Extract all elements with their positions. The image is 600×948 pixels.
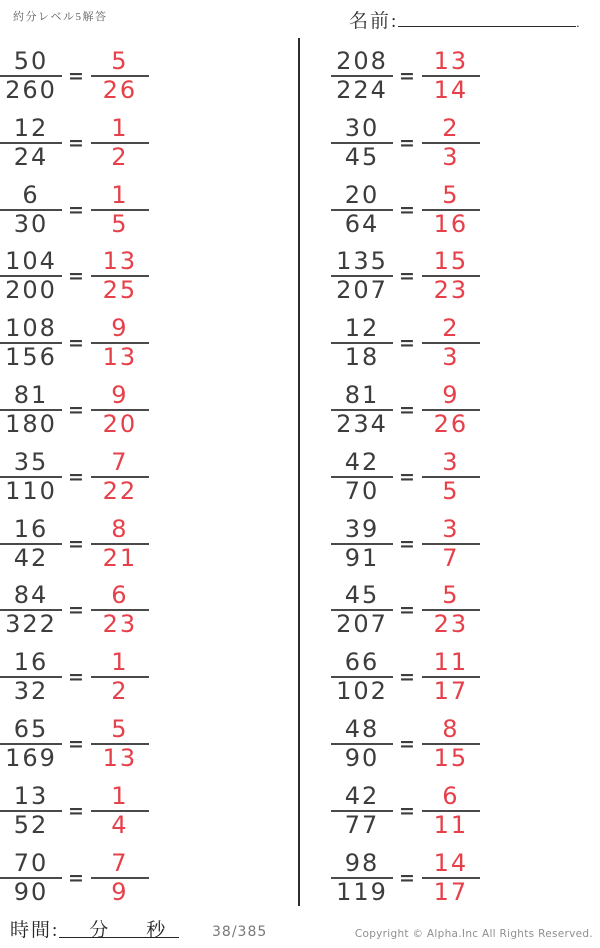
column-right xyxy=(331,48,480,906)
problem-row xyxy=(331,248,480,304)
problem-numerator: 42 xyxy=(331,449,393,478)
answer-denominator: 5 xyxy=(442,476,460,505)
problem-numerator: 81 xyxy=(0,382,62,411)
problem-fraction xyxy=(0,315,62,371)
answer-denominator: 17 xyxy=(433,877,469,906)
problem-denominator: 110 xyxy=(5,476,57,505)
answer-denominator: 21 xyxy=(102,543,138,572)
problem-numerator: 81 xyxy=(331,382,393,411)
problem-row xyxy=(0,582,149,638)
answer-denominator: 2 xyxy=(111,142,129,171)
equals-sign: = xyxy=(399,198,415,221)
problem-row xyxy=(331,382,480,438)
problem-denominator: 64 xyxy=(344,209,380,238)
equals-sign: = xyxy=(399,465,415,488)
page-count: 38/385 xyxy=(212,924,268,940)
answer-fraction xyxy=(422,248,480,304)
answer-numerator: 8 xyxy=(422,716,480,745)
problem-denominator: 90 xyxy=(13,877,49,906)
equals-sign: = xyxy=(399,398,415,421)
answer-fraction xyxy=(422,449,480,505)
equals-sign: = xyxy=(68,465,84,488)
problem-numerator: 42 xyxy=(331,783,393,812)
problem-fraction xyxy=(0,382,62,438)
problem-row xyxy=(331,48,480,104)
problem-denominator: 102 xyxy=(336,677,388,706)
equals-sign: = xyxy=(399,532,415,555)
answer-fraction xyxy=(91,783,149,839)
problem-fraction xyxy=(331,649,393,705)
answer-numerator: 7 xyxy=(91,449,149,478)
equals-sign: = xyxy=(399,799,415,822)
problem-fraction xyxy=(331,449,393,505)
answer-numerator: 1 xyxy=(91,182,149,211)
problem-row xyxy=(331,315,480,371)
answer-denominator: 11 xyxy=(433,810,469,839)
name-label: 名前: xyxy=(349,11,399,32)
answer-denominator: 5 xyxy=(111,209,129,238)
problem-fraction xyxy=(331,516,393,572)
problem-numerator: 70 xyxy=(0,850,62,879)
answer-numerator: 6 xyxy=(91,582,149,611)
problem-row xyxy=(0,182,149,238)
equals-sign: = xyxy=(68,799,84,822)
problem-numerator: 13 xyxy=(0,783,62,812)
problem-denominator: 70 xyxy=(344,476,380,505)
problem-numerator: 108 xyxy=(0,315,62,344)
problem-fraction xyxy=(0,182,62,238)
answer-denominator: 13 xyxy=(102,743,138,772)
problem-numerator: 6 xyxy=(0,182,62,211)
problem-fraction xyxy=(331,248,393,304)
answer-numerator: 5 xyxy=(422,182,480,211)
problem-fraction xyxy=(331,783,393,839)
problem-denominator: 169 xyxy=(5,743,57,772)
answer-denominator: 3 xyxy=(442,142,460,171)
problem-numerator: 45 xyxy=(331,582,393,611)
problem-numerator: 65 xyxy=(0,716,62,745)
answer-numerator: 2 xyxy=(422,115,480,144)
answer-fraction xyxy=(91,315,149,371)
equals-sign: = xyxy=(68,131,84,154)
name-field xyxy=(349,6,582,33)
problem-numerator: 208 xyxy=(331,48,393,77)
problem-numerator: 66 xyxy=(331,649,393,678)
problem-fraction xyxy=(0,582,62,638)
problem-numerator: 104 xyxy=(0,248,62,277)
problem-row xyxy=(0,315,149,371)
problem-row xyxy=(0,248,149,304)
problem-numerator: 16 xyxy=(0,649,62,678)
problem-row xyxy=(0,649,149,705)
answer-fraction xyxy=(422,649,480,705)
equals-sign: = xyxy=(68,532,84,555)
problem-row xyxy=(0,382,149,438)
answer-numerator: 2 xyxy=(422,315,480,344)
problem-row xyxy=(331,850,480,906)
answer-denominator: 23 xyxy=(102,610,138,639)
answer-numerator: 3 xyxy=(422,449,480,478)
answer-fraction xyxy=(422,382,480,438)
problem-numerator: 12 xyxy=(331,315,393,344)
answer-fraction xyxy=(91,382,149,438)
problem-fraction xyxy=(0,783,62,839)
problem-denominator: 234 xyxy=(336,409,388,438)
answer-fraction xyxy=(422,582,480,638)
time-label: 時間: xyxy=(10,920,60,941)
answer-numerator: 7 xyxy=(91,850,149,879)
problem-fraction xyxy=(331,315,393,371)
problem-row xyxy=(0,850,149,906)
equals-sign: = xyxy=(68,866,84,889)
answer-numerator: 3 xyxy=(422,516,480,545)
problem-numerator: 135 xyxy=(331,248,393,277)
problem-fraction xyxy=(0,716,62,772)
problem-denominator: 260 xyxy=(5,76,57,104)
answer-fraction xyxy=(422,850,480,906)
answer-denominator: 9 xyxy=(111,877,129,906)
problem-numerator: 35 xyxy=(0,449,62,478)
answer-fraction xyxy=(91,850,149,906)
answer-denominator: 23 xyxy=(433,610,469,639)
equals-sign: = xyxy=(399,599,415,622)
problem-row xyxy=(0,716,149,772)
copyright-notice: Copyright © Alpha.Inc All Rights Reserved. xyxy=(354,928,593,940)
answer-numerator: 9 xyxy=(91,382,149,411)
answer-fraction xyxy=(91,248,149,304)
answer-denominator: 3 xyxy=(442,343,460,372)
problem-fraction xyxy=(0,48,62,104)
answer-fraction xyxy=(422,716,480,772)
problem-numerator: 48 xyxy=(331,716,393,745)
problem-denominator: 224 xyxy=(336,76,388,104)
problem-fraction xyxy=(331,115,393,171)
answer-fraction xyxy=(91,716,149,772)
equals-sign: = xyxy=(399,332,415,355)
problem-row xyxy=(0,516,149,572)
problem-denominator: 24 xyxy=(13,142,49,171)
problem-denominator: 42 xyxy=(13,543,49,572)
equals-sign: = xyxy=(399,732,415,755)
answer-numerator: 9 xyxy=(422,382,480,411)
equals-sign: = xyxy=(68,732,84,755)
problem-fraction xyxy=(331,48,393,104)
time-field xyxy=(10,915,179,942)
equals-sign: = xyxy=(399,265,415,288)
problem-denominator: 90 xyxy=(344,743,380,772)
answer-numerator: 8 xyxy=(91,516,149,545)
problem-fraction xyxy=(0,115,62,171)
answer-fraction xyxy=(91,115,149,171)
answer-denominator: 17 xyxy=(433,677,469,706)
equals-sign: = xyxy=(68,198,84,221)
answer-numerator: 6 xyxy=(422,783,480,812)
answer-fraction xyxy=(422,315,480,371)
equals-sign: = xyxy=(68,599,84,622)
equals-sign: = xyxy=(399,65,415,87)
problem-fraction xyxy=(331,382,393,438)
problem-row xyxy=(0,783,149,839)
problem-numerator: 39 xyxy=(331,516,393,545)
answer-fraction xyxy=(91,582,149,638)
answer-fraction xyxy=(91,449,149,505)
answer-denominator: 22 xyxy=(102,476,138,505)
equals-sign: = xyxy=(68,265,84,288)
problem-denominator: 200 xyxy=(5,276,57,305)
problem-fraction xyxy=(331,182,393,238)
answer-fraction xyxy=(422,516,480,572)
equals-sign: = xyxy=(68,398,84,421)
answer-numerator: 1 xyxy=(91,783,149,812)
problem-denominator: 322 xyxy=(5,610,57,639)
problem-denominator: 45 xyxy=(344,142,380,171)
minutes-label: 分 xyxy=(89,920,111,941)
worksheet-title: 約分レベル5解答 xyxy=(13,11,108,23)
answer-fraction xyxy=(91,516,149,572)
answer-numerator: 14 xyxy=(422,850,480,879)
problem-row xyxy=(331,182,480,238)
answer-denominator: 2 xyxy=(111,677,129,706)
equals-sign: = xyxy=(68,666,84,689)
problem-fraction xyxy=(0,449,62,505)
problem-row xyxy=(331,115,480,171)
answer-denominator: 16 xyxy=(433,209,469,238)
answer-denominator: 25 xyxy=(102,276,138,305)
problem-numerator: 50 xyxy=(0,48,62,77)
problem-denominator: 18 xyxy=(344,343,380,372)
problem-row xyxy=(331,516,480,572)
answer-fraction xyxy=(91,48,149,104)
answer-fraction xyxy=(422,783,480,839)
problem-row xyxy=(0,48,149,104)
answer-fraction xyxy=(422,182,480,238)
answer-numerator: 1 xyxy=(91,115,149,144)
answer-numerator: 13 xyxy=(91,248,149,277)
name-line-period: . xyxy=(576,15,582,30)
problem-fraction xyxy=(331,582,393,638)
answer-denominator: 13 xyxy=(102,343,138,372)
problem-numerator: 84 xyxy=(0,582,62,611)
problem-numerator: 12 xyxy=(0,115,62,144)
problem-fraction xyxy=(0,850,62,906)
answer-numerator: 13 xyxy=(422,48,480,77)
problem-fraction xyxy=(331,850,393,906)
answer-denominator: 26 xyxy=(433,409,469,438)
answer-numerator: 11 xyxy=(422,649,480,678)
problem-denominator: 207 xyxy=(336,610,388,639)
answer-denominator: 20 xyxy=(102,409,138,438)
problem-denominator: 156 xyxy=(5,343,57,372)
problem-numerator: 16 xyxy=(0,516,62,545)
problem-row xyxy=(331,449,480,505)
equals-sign: = xyxy=(399,866,415,889)
answer-fraction xyxy=(422,115,480,171)
answer-numerator: 1 xyxy=(91,649,149,678)
answer-denominator: 26 xyxy=(102,76,138,104)
problem-row xyxy=(331,716,480,772)
problem-denominator: 52 xyxy=(13,810,49,839)
seconds-label: 秒 xyxy=(146,920,168,941)
answer-numerator: 15 xyxy=(422,248,480,277)
problem-row xyxy=(0,115,149,171)
problem-denominator: 77 xyxy=(344,810,380,839)
problem-denominator: 207 xyxy=(336,276,388,305)
problem-row xyxy=(331,582,480,638)
answer-numerator: 5 xyxy=(91,716,149,745)
answer-denominator: 15 xyxy=(433,743,469,772)
answer-denominator: 14 xyxy=(433,76,469,104)
problem-denominator: 119 xyxy=(336,877,388,906)
answer-denominator: 23 xyxy=(433,276,469,305)
problem-row xyxy=(0,449,149,505)
problem-denominator: 180 xyxy=(5,409,57,438)
equals-sign: = xyxy=(68,332,84,355)
problem-fraction xyxy=(0,248,62,304)
problem-denominator: 32 xyxy=(13,677,49,706)
problem-numerator: 98 xyxy=(331,850,393,879)
answer-denominator: 7 xyxy=(442,543,460,572)
problem-numerator: 30 xyxy=(331,115,393,144)
answer-numerator: 9 xyxy=(91,315,149,344)
problem-row xyxy=(331,649,480,705)
problem-fraction xyxy=(331,716,393,772)
equals-sign: = xyxy=(399,131,415,154)
equals-sign: = xyxy=(399,666,415,689)
column-divider-line xyxy=(298,38,300,906)
equals-sign: = xyxy=(68,65,84,87)
problem-numerator: 20 xyxy=(331,182,393,211)
problem-fraction xyxy=(0,516,62,572)
problem-denominator: 30 xyxy=(13,209,49,238)
time-blank-line xyxy=(59,915,179,941)
problem-fraction xyxy=(0,649,62,705)
column-left xyxy=(0,48,149,906)
problem-denominator: 91 xyxy=(344,543,380,572)
answer-fraction xyxy=(91,182,149,238)
answer-fraction xyxy=(91,649,149,705)
answer-numerator: 5 xyxy=(91,48,149,77)
problem-row xyxy=(331,783,480,839)
name-blank-line xyxy=(398,7,576,27)
answer-numerator: 5 xyxy=(422,582,480,611)
answer-fraction xyxy=(422,48,480,104)
answer-denominator: 4 xyxy=(111,810,129,839)
